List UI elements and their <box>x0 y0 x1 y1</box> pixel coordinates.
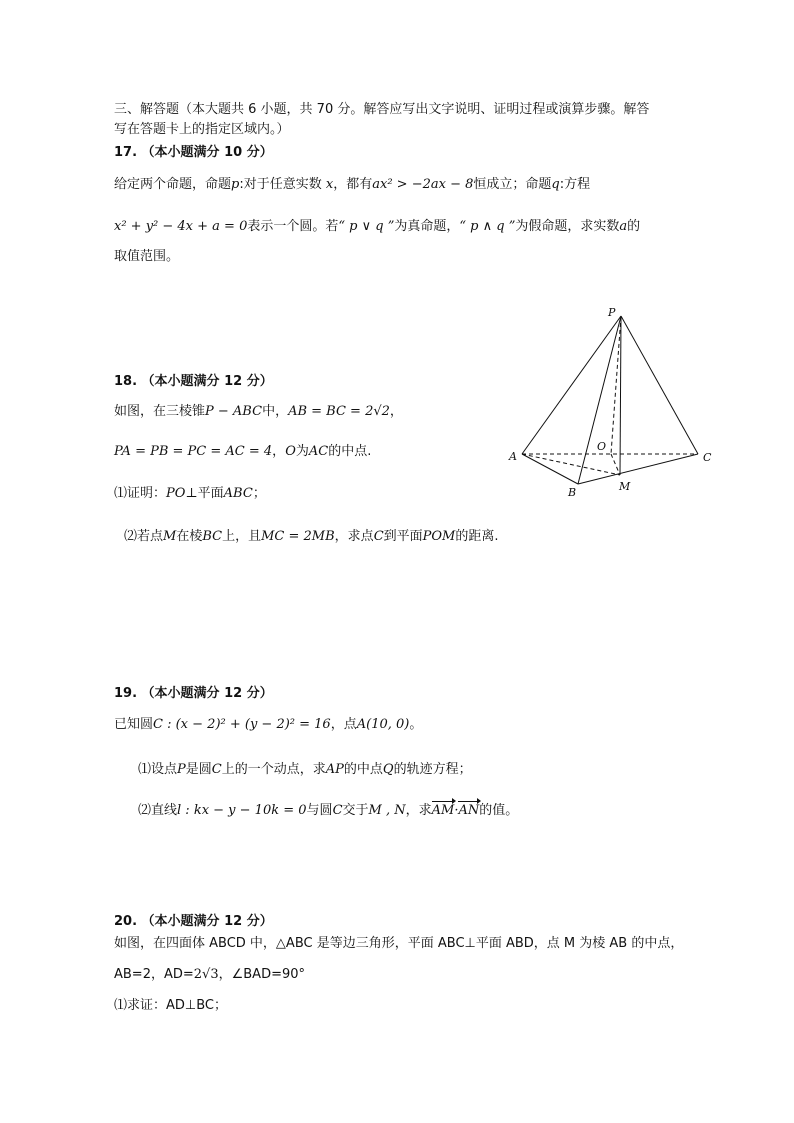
section-heading-line1: 三、解答题（本大题共 6 小题，共 70 分。解答应写出文字说明、证明过程或演算步骤。解答 <box>114 102 650 117</box>
vector-AN: AN <box>458 803 480 818</box>
q20-part1: ⑴求证：AD⊥BC； <box>114 998 227 1013</box>
q17-line3: 取值范围。 <box>114 249 180 264</box>
edge-AB <box>522 454 578 484</box>
label-O: O <box>597 440 607 453</box>
q20-line2: AB=2，AD=2√3，∠BAD=90° <box>114 967 306 982</box>
q19-line1: 已知圆C : (x − 2)² + (y − 2)² = 16，点A(10, 0)。 <box>114 717 423 732</box>
label-M: M <box>619 480 631 493</box>
edge-PC <box>621 316 698 454</box>
edge-PM <box>620 316 621 475</box>
q18-line2: PA = PB = PC = AC = 4，O为AC的中点. <box>114 444 372 459</box>
q18-part2: ⑵若点M在棱BC上，且MC = 2MB，求点C到平面POM的距离. <box>124 529 499 544</box>
vector-AM: AM <box>431 803 455 818</box>
label-B: B <box>568 486 577 499</box>
edge-AM-hidden <box>522 454 620 475</box>
q20-header: 20. （本小题满分 12 分） <box>114 914 273 929</box>
edge-OM-hidden <box>611 454 620 475</box>
label-A: A <box>509 450 517 463</box>
section-heading-line2: 写在答题卡上的指定区域内。） <box>114 122 290 137</box>
q17-header: 17. （本小题满分 10 分） <box>114 145 273 160</box>
q19-part1: ⑴设点P是圆C上的一个动点，求AP的中点Q的轨迹方程； <box>138 762 472 777</box>
q18-header: 18. （本小题满分 12 分） <box>114 374 273 389</box>
q19-header: 19. （本小题满分 12 分） <box>114 686 273 701</box>
q17-line1: 给定两个命题，命题p:对于任意实数 x，都有ax² > −2ax − 8恒成立；命题q:方程 <box>114 177 591 192</box>
label-P: P <box>608 306 616 319</box>
q20-line1: 如图，在四面体 ABCD 中，△ABC 是等边三角形，平面 ABC⊥平面 ABD，点 M 为棱 AB 的中点， <box>114 936 684 951</box>
q19-part2: ⑵直线l : kx − y − 10k = 0与圆C交于M , N，求AM·AN的值。 <box>138 803 519 818</box>
q17-line2: x² + y² − 4x + a = 0表示一个圆。若“ p ∨ q ”为真命题，“ p ∧ q ”为假命题，求实数a的 <box>114 219 641 234</box>
edge-PA <box>522 316 621 454</box>
pyramid-figure <box>500 300 725 505</box>
edge-BC <box>578 454 698 484</box>
q18-line1: 如图，在三棱锥P − ABC中，AB = BC = 2√2， <box>114 404 403 419</box>
label-C: C <box>703 451 712 464</box>
q18-part1: ⑴证明：PO⊥平面ABC； <box>114 486 266 501</box>
